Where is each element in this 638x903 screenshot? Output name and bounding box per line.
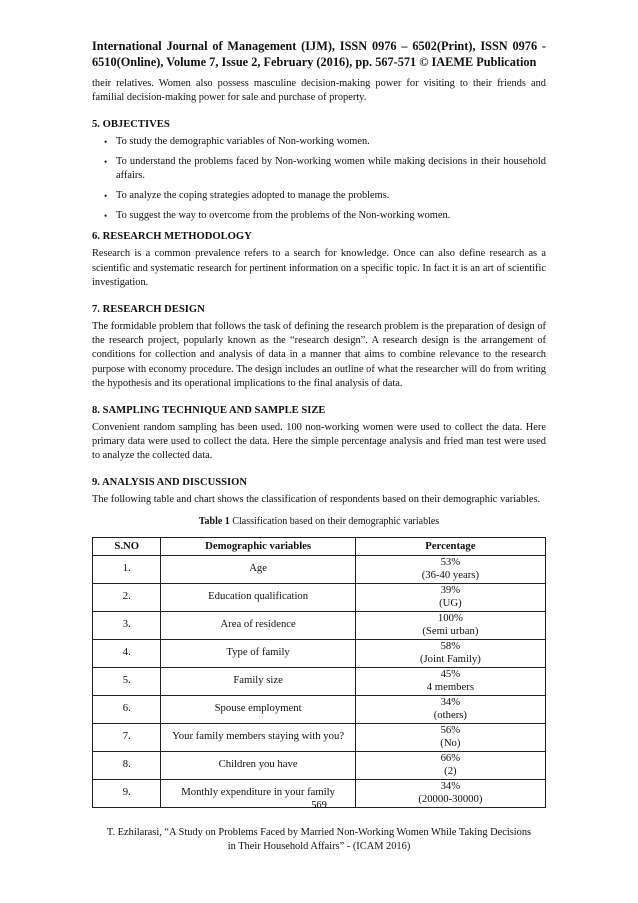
list-item: • To analyze the coping strategies adopted to manage the problems. xyxy=(92,189,546,203)
percentage-cell: 66% (2) xyxy=(355,751,545,779)
objectives-heading: 5. OBJECTIVES xyxy=(92,118,170,130)
percentage-cell: 39% (UG) xyxy=(355,583,545,611)
percentage-cell: 56% (No) xyxy=(355,723,545,751)
column-header-variables: Demographic variables xyxy=(161,537,355,555)
variable-cell: Education qualification xyxy=(161,583,355,611)
variable-cell: Area of residence xyxy=(161,611,355,639)
variable-cell: Age xyxy=(161,555,355,583)
design-paragraph: The formidable problem that follows the task of defining the research problem is the preparation of design of the research project, popularly known as the “research design”. A research design is the arrangement of conditions for collection and analysis of data in a manner that aims to combine relevance to the research purpose with economy procedure. The design includes an outline of what the researcher will do from writing the hypothesis and its operational implications to the final analysis of data. xyxy=(92,320,546,390)
variable-cell: Your family members staying with you? xyxy=(161,723,355,751)
article-body xyxy=(92,77,546,808)
percentage-cell: 53% (36-40 years) xyxy=(355,555,545,583)
variable-cell: Children you have xyxy=(161,751,355,779)
bullet-icon: • xyxy=(104,210,108,221)
bullet-icon: • xyxy=(104,156,108,167)
page-number: 569 xyxy=(311,800,327,811)
variable-cell: Monthly expenditure in your family xyxy=(161,779,355,807)
sno-cell: 1. xyxy=(93,555,161,583)
sno-cell: 3. xyxy=(93,611,161,639)
sno-cell: 4. xyxy=(93,639,161,667)
column-header-sno: S.NO xyxy=(93,537,161,555)
demographics-table xyxy=(92,537,546,808)
table-row xyxy=(93,695,546,723)
design-heading: 7. RESEARCH DESIGN xyxy=(92,303,205,315)
sno-cell: 9. xyxy=(93,779,161,807)
journal-header xyxy=(92,38,546,70)
header-line-2: 6510(Online), Volume 7, Issue 2, February (2016), pp. 567-571 © IAEME Publication xyxy=(92,55,537,69)
analysis-paragraph: The following table and chart shows the classification of respondents based on their demographic variables. xyxy=(92,493,541,505)
percentage-cell: 58% (Joint Family) xyxy=(355,639,545,667)
sampling-paragraph: Convenient random sampling has been used. 100 non-working women were used to collect the data. Here primary data were used to collect the data. Here the simple percentage analysis and fried man test were used to analyze the collected data. xyxy=(92,421,546,462)
table-row xyxy=(93,611,546,639)
table-row xyxy=(93,723,546,751)
table-row xyxy=(93,751,546,779)
list-item: • To understand the problems faced by Non-working women while making decisions in their household affairs. xyxy=(104,155,546,182)
table-row xyxy=(93,639,546,667)
variable-cell: Spouse employment xyxy=(161,695,355,723)
analysis-heading: 9. ANALYSIS AND DISCUSSION xyxy=(92,476,248,488)
table-row xyxy=(93,667,546,695)
table-header-row xyxy=(93,537,546,555)
percentage-cell: 45% 4 members xyxy=(355,667,545,695)
bullet-icon: • xyxy=(104,191,108,202)
header-line-1: International Journal of Management (IJM), ISSN 0976 – 6502(Print), ISSN 0976 - xyxy=(92,39,546,53)
sno-cell: 8. xyxy=(93,751,161,779)
objectives-list xyxy=(92,135,546,224)
sno-cell: 7. xyxy=(93,723,161,751)
sampling-heading: 8. SAMPLING TECHNIQUE AND SAMPLE SIZE xyxy=(92,404,326,416)
table-caption: Table 1 Classification based on their demographic variables xyxy=(198,516,440,528)
table-row xyxy=(93,555,546,583)
sno-cell: 6. xyxy=(93,695,161,723)
intro-paragraph: their relatives. Women also possess masculine decision-making power for visiting to their friends and familial decision-making power for sale and purchase of property. xyxy=(92,78,546,104)
variable-cell: Family size xyxy=(161,667,355,695)
list-item: • To suggest the way to overcome from the problems of the Non-working women. xyxy=(92,209,546,223)
column-header-percentage: Percentage xyxy=(355,537,545,555)
percentage-cell: 34% (others) xyxy=(355,695,545,723)
methodology-heading: 6. RESEARCH METHODOLOGY xyxy=(92,231,252,243)
list-item: • To study the demographic variables of Non-working women. xyxy=(92,135,546,149)
variable-cell: Type of family xyxy=(161,639,355,667)
bullet-icon: • xyxy=(104,136,108,147)
percentage-cell: 34% (20000-30000) xyxy=(355,779,545,807)
citation-footer xyxy=(92,826,546,853)
percentage-cell: 100% (Semi urban) xyxy=(355,611,545,639)
footer-line-1: T. Ezhilarasi, “A Study on Problems Faced by Married Non-Working Women While Taking Decisions xyxy=(106,827,532,838)
methodology-paragraph: Research is a common prevalence refers to a search for knowledge. Once can also define research as a scientific and systematic research for pertinent information on a specific topic. In fact it is an art of scientific investigation. xyxy=(92,248,546,289)
sno-cell: 5. xyxy=(93,667,161,695)
sno-cell: 2. xyxy=(93,583,161,611)
table-row xyxy=(93,583,546,611)
footer-line-2: in Their Household Affairs” - (ICAM 2016) xyxy=(227,840,411,852)
